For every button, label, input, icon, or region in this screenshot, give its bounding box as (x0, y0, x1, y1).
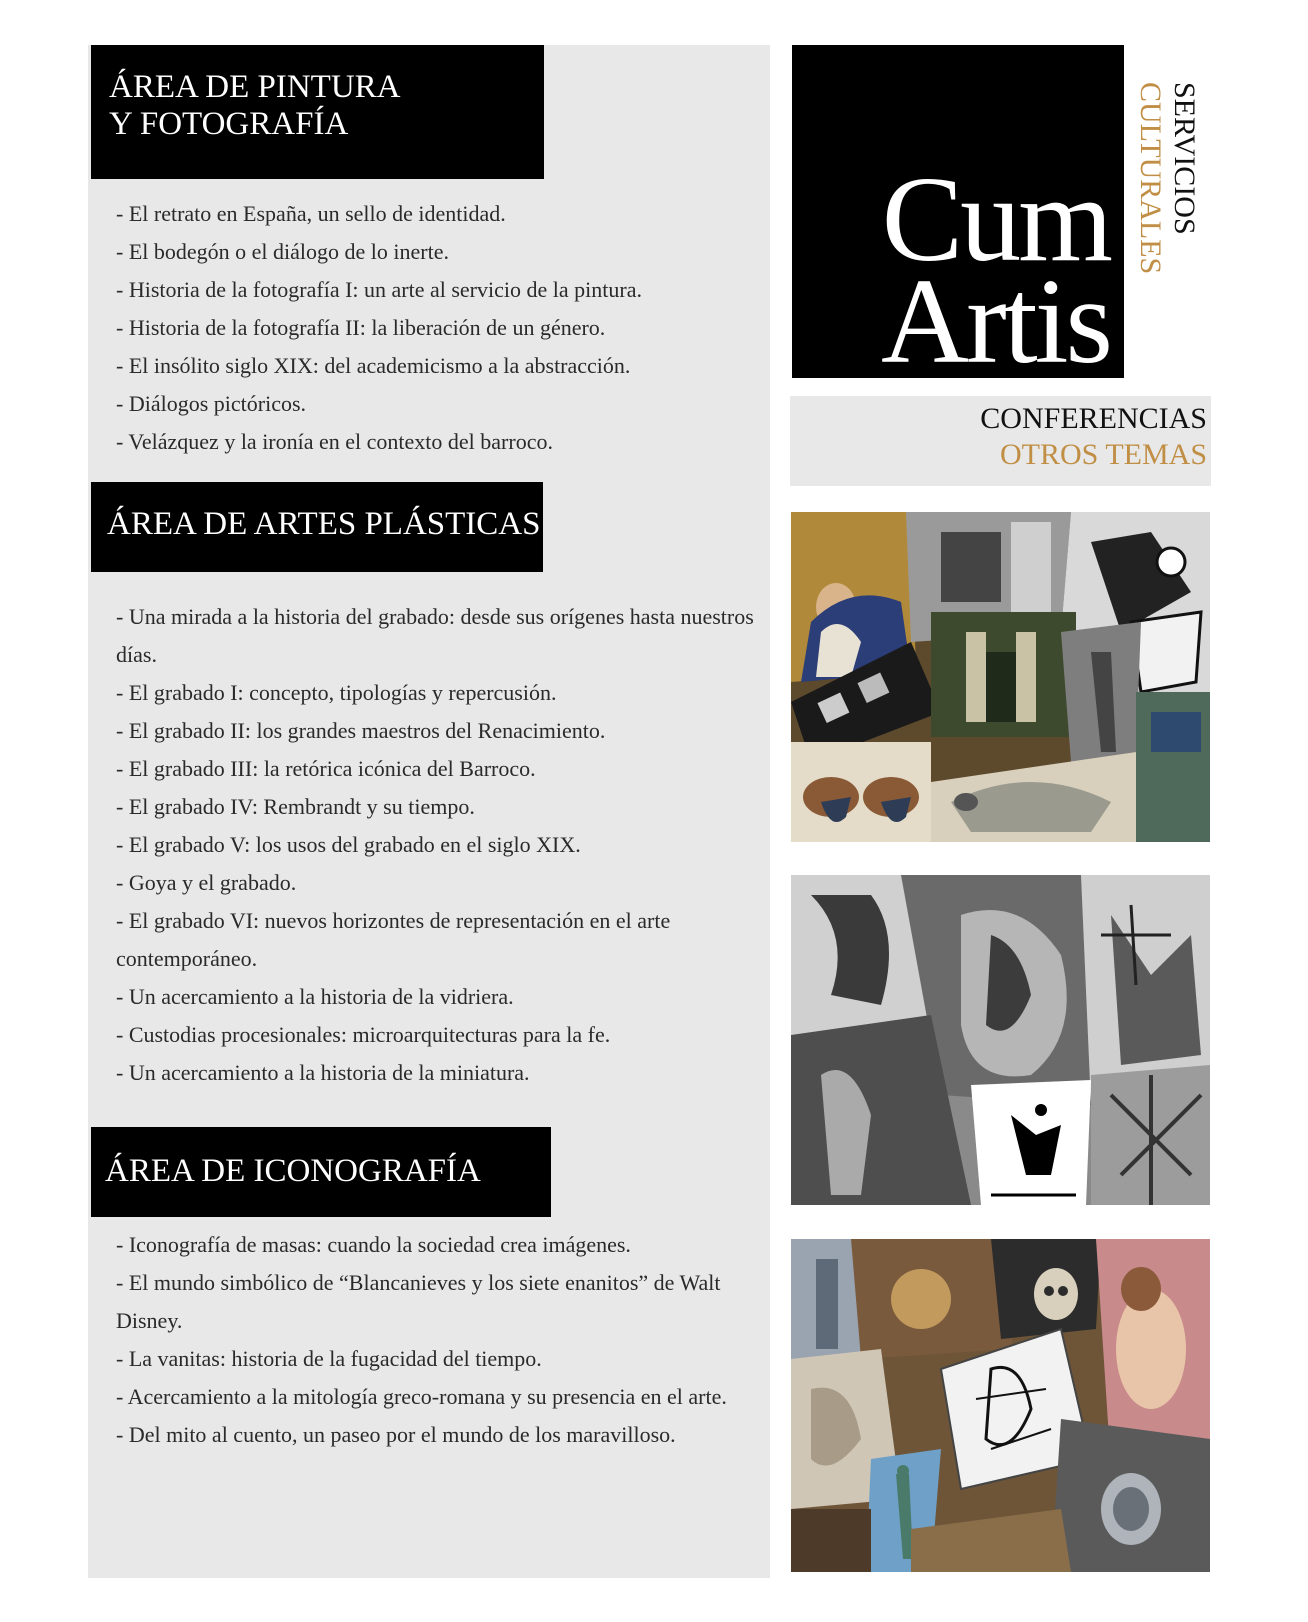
list-item: - Del mito al cuento, un paseo por el mundo de los maravilloso. (116, 1422, 676, 1447)
list-item: - El bodegón o el diálogo de lo inerte. (116, 239, 449, 264)
section-title-box (790, 396, 1211, 486)
area-title-line: Y FOTOGRAFÍA (109, 106, 349, 142)
list-item: - El grabado V: los usos del grabado en el siglo XIX. (116, 832, 581, 857)
list-item: - El grabado IV: Rembrandt y su tiempo. (116, 794, 475, 819)
list-item: - Una mirada a la historia del grabado: desde sus orígenes hasta nuestros días. (116, 604, 754, 667)
logo-word-cum: Cum (881, 152, 1110, 287)
area-header-painting (91, 45, 544, 179)
list-item: - Velázquez y la ironía en el contexto del barroco. (116, 429, 553, 454)
list-item: - Historia de la fotografía I: un arte al servicio de la pintura. (116, 277, 642, 302)
logo-tagline-culturales: CULTURALES (1134, 82, 1167, 275)
area-header-plastic-arts (91, 482, 543, 572)
area-title-line: ÁREA DE ARTES PLÁSTICAS (107, 506, 541, 542)
list-item: - El retrato en España, un sello de identidad. (116, 201, 506, 226)
list-item: - El grabado VI: nuevos horizontes de representación en el arte contemporáneo. (116, 908, 671, 971)
list-item: - Diálogos pictóricos. (116, 391, 307, 416)
list-item: - Iconografía de masas: cuando la sociedad crea imágenes. (116, 1232, 631, 1257)
list-item: - Historia de la fotografía II: la liberación de un género. (116, 315, 606, 340)
section-subtitle: OTROS TEMAS (1000, 438, 1207, 471)
collage-painting-photography (791, 512, 1210, 842)
area-title-line: ÁREA DE PINTURA (109, 69, 401, 105)
list-item: - Custodias procesionales: microarquitecturas para la fe. (116, 1022, 611, 1047)
area-title-line: ÁREA DE ICONOGRAFÍA (105, 1153, 481, 1189)
area-header-iconography (91, 1127, 551, 1217)
list-item: - Un acercamiento a la historia de la vidriera. (116, 984, 514, 1009)
list-item: - El insólito siglo XIX: del academicismo a la abstracción. (116, 353, 631, 378)
topic-list-plastic-arts (116, 598, 756, 1092)
section-title: CONFERENCIAS (980, 402, 1207, 435)
logo-word-artis: Artis (881, 254, 1110, 389)
list-item: - Goya y el grabado. (116, 870, 297, 895)
logo-tagline-servicios: SERVICIOS (1168, 82, 1201, 235)
topic-list-painting (116, 195, 756, 461)
topic-list-iconography (116, 1226, 756, 1454)
list-item: - El grabado III: la retórica icónica del Barroco. (116, 756, 536, 781)
list-item: - La vanitas: historia de la fugacidad del tiempo. (116, 1346, 542, 1371)
list-item: - El grabado II: los grandes maestros del Renacimiento. (116, 718, 606, 743)
list-item: - Un acercamiento a la historia de la miniatura. (116, 1060, 530, 1085)
list-item: - El mundo simbólico de “Blancanieves y los siete enanitos” de Walt Disney. (116, 1270, 721, 1333)
collage-engraving (791, 875, 1210, 1205)
cum-artis-logo (792, 45, 1124, 389)
collage-iconography (791, 1239, 1210, 1572)
list-item: - Acercamiento a la mitología greco-romana y su presencia en el arte. (116, 1384, 727, 1409)
list-item: - El grabado I: concepto, tipologías y repercusión. (116, 680, 557, 705)
